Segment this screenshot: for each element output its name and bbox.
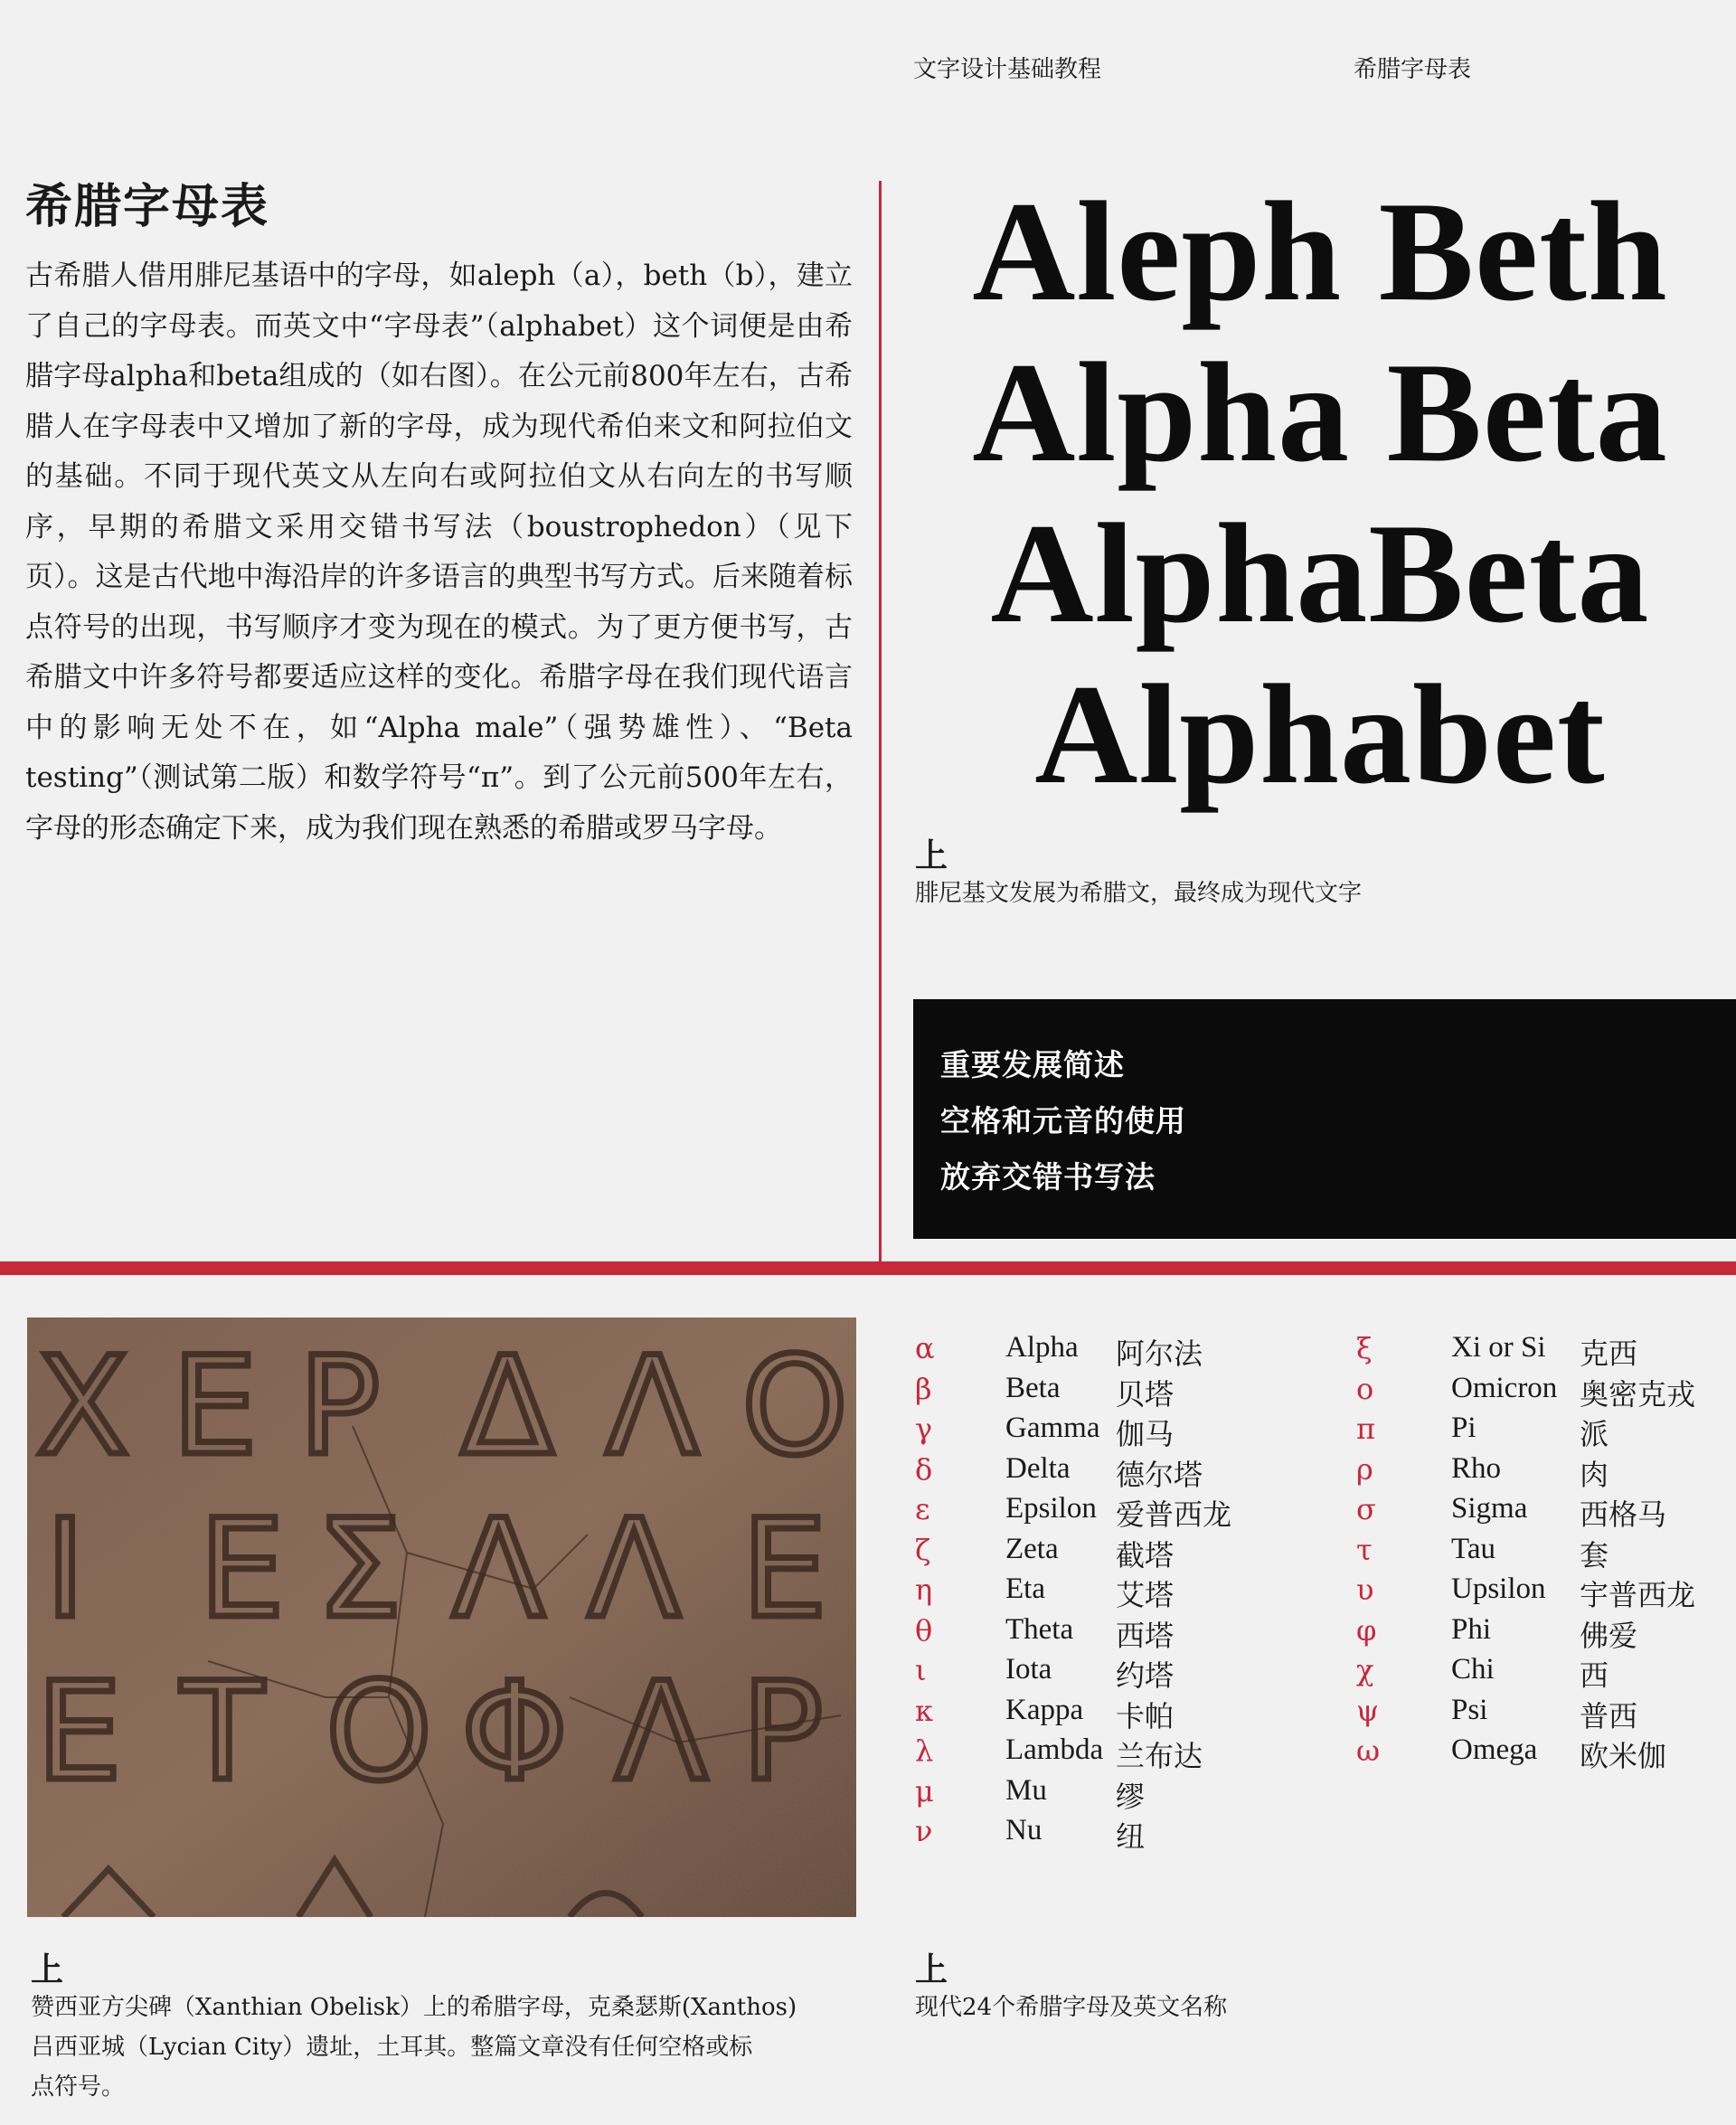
- greek-letter-english-name: Iota: [1005, 1653, 1052, 1686]
- greek-letter-chinese-name: 贝塔: [1116, 1376, 1175, 1412]
- greek-letter-english-name: Alpha: [1005, 1331, 1079, 1364]
- greek-letter-chinese-name: 西塔: [1116, 1618, 1175, 1653]
- greek-letter-row: [915, 1733, 1277, 1774]
- greek-letter-row: [1356, 1331, 1736, 1372]
- greek-letter-chinese-name: 伽马: [1116, 1417, 1175, 1451]
- photo-caption-line: 吕西亚城（Lycian City）遗址，土耳其。整篇文章没有任何空格或标: [31, 2034, 753, 2061]
- inscription-letter: Λ: [452, 1491, 545, 1648]
- highlight-item: 放弃交错书写法: [940, 1159, 1156, 1195]
- greek-letter-chinese-name: 肉: [1580, 1457, 1609, 1492]
- greek-letter-chinese-name: 欧米伽: [1580, 1739, 1667, 1773]
- greek-letter-row: [915, 1653, 1277, 1694]
- greek-letter-glyph: α: [915, 1331, 935, 1365]
- inscription-letter: Λ: [615, 1654, 708, 1811]
- greek-letter-english-name: Beta: [1005, 1371, 1061, 1404]
- inscription-letter: Χ: [36, 1328, 129, 1486]
- greek-letter-glyph: η: [915, 1572, 933, 1607]
- greek-letter-english-name: Omicron: [1451, 1371, 1558, 1404]
- greek-letter-english-name: Gamma: [1005, 1412, 1100, 1444]
- greek-letter-chinese-name: 截塔: [1116, 1537, 1175, 1572]
- greek-letter-glyph: μ: [915, 1773, 934, 1809]
- inscription-letter: Ο: [741, 1328, 849, 1486]
- big-word-alphabeta: AlphaBeta: [990, 495, 1650, 653]
- word-evolution-caption: 腓尼基文发展为希腊文，最终成为现代文字: [915, 880, 1363, 907]
- greek-letter-row: [1356, 1533, 1736, 1573]
- greek-letter-row: [1356, 1412, 1736, 1452]
- running-head-book-title: 文字设计基础教程: [913, 56, 1102, 83]
- big-word-aleph-beth: Aleph Beth: [972, 173, 1668, 331]
- photo-caption-line: 赞西亚方尖碑（Xanthian Obelisk）上的希腊字母，克桑瑟斯(Xanthos): [31, 1994, 797, 2021]
- greek-letter-row: [1356, 1653, 1736, 1694]
- caption-position-mark: 上: [915, 1950, 948, 1988]
- greek-letter-english-name: Phi: [1451, 1612, 1492, 1646]
- caption-position-mark: 上: [31, 1950, 64, 1988]
- greek-letter-chinese-name: 普西: [1580, 1698, 1638, 1733]
- greek-letter-glyph: ξ: [1356, 1331, 1373, 1365]
- greek-letter-row: [915, 1572, 1277, 1613]
- inscription-letter: Ρ: [741, 1654, 824, 1811]
- greek-letter-row: [1356, 1572, 1736, 1613]
- greek-letter-english-name: Mu: [1005, 1773, 1047, 1807]
- greek-letter-chinese-name: 缪: [1116, 1779, 1146, 1814]
- highlight-item: 空格和元音的使用: [940, 1103, 1186, 1138]
- greek-letter-glyph: β: [915, 1371, 932, 1406]
- greek-letter-english-name: Pi: [1451, 1412, 1477, 1444]
- greek-letter-row: [915, 1694, 1277, 1734]
- greek-letter-english-name: Nu: [1005, 1814, 1043, 1846]
- greek-letter-glyph: σ: [1356, 1492, 1376, 1526]
- inscription-letter: Λ: [606, 1328, 699, 1486]
- greek-letter-chinese-name: 西: [1580, 1658, 1609, 1693]
- greek-letter-glyph: λ: [915, 1733, 934, 1768]
- greek-letter-row: [915, 1492, 1277, 1533]
- greek-letter-row: [915, 1452, 1277, 1493]
- greek-letter-row: [915, 1613, 1277, 1654]
- inscription-letter: Ο: [326, 1654, 433, 1811]
- greek-letter-row: [915, 1533, 1277, 1573]
- inscription-letter: Ε: [36, 1654, 122, 1811]
- greek-letter-glyph: τ: [1356, 1532, 1373, 1567]
- greek-letter-glyph: θ: [915, 1612, 933, 1648]
- greek-letter-row: [1356, 1452, 1736, 1493]
- inscription-letter: Λ: [588, 1491, 681, 1648]
- greek-letter-glyph: γ: [915, 1412, 933, 1446]
- greek-letter-english-name: Upsilon: [1451, 1572, 1546, 1605]
- greek-letter-row: [1356, 1613, 1736, 1654]
- greek-letter-chinese-name: 阿尔法: [1116, 1336, 1203, 1371]
- greek-letter-glyph: ο: [1356, 1371, 1374, 1406]
- greek-letter-chinese-name: 奥密克戎: [1580, 1376, 1696, 1412]
- greek-letter-english-name: Tau: [1451, 1532, 1496, 1565]
- greek-letter-glyph: ω: [1356, 1733, 1381, 1768]
- greek-letter-glyph: ε: [915, 1492, 930, 1526]
- greek-letter-english-name: Kappa: [1005, 1693, 1084, 1726]
- greek-letter-glyph: ψ: [1356, 1693, 1380, 1728]
- greek-letter-chinese-name: 克西: [1580, 1336, 1638, 1371]
- greek-letter-english-name: Epsilon: [1005, 1492, 1097, 1525]
- section-heading: 希腊字母表: [25, 179, 270, 234]
- greek-letter-glyph: κ: [915, 1693, 933, 1728]
- greek-letter-english-name: Eta: [1005, 1572, 1045, 1605]
- greek-letter-chinese-name: 卡帕: [1116, 1698, 1175, 1733]
- greek-letter-row: [915, 1372, 1277, 1412]
- greek-letter-english-name: Psi: [1451, 1693, 1488, 1726]
- greek-letter-chinese-name: 佛爱: [1580, 1618, 1638, 1653]
- inscription-letter: Ι: [45, 1491, 86, 1648]
- greek-letter-english-name: Sigma: [1451, 1492, 1528, 1525]
- greek-letter-chinese-name: 西格马: [1580, 1497, 1667, 1532]
- greek-letter-english-name: Zeta: [1005, 1532, 1059, 1565]
- greek-letter-row: [1356, 1492, 1736, 1533]
- alphabet-caption: 现代24个希腊字母及英文名称: [915, 1994, 1228, 2021]
- greek-alphabet-column-right: [1356, 1331, 1736, 1774]
- greek-letter-chinese-name: 艾塔: [1116, 1578, 1175, 1612]
- greek-letter-row: [1356, 1733, 1736, 1774]
- greek-letter-row: [915, 1814, 1277, 1855]
- highlight-item: 重要发展简述: [940, 1047, 1125, 1082]
- running-head-chapter-title: 希腊字母表: [1354, 56, 1472, 83]
- greek-letter-glyph: φ: [1356, 1612, 1377, 1648]
- greek-letter-chinese-name: 套: [1580, 1537, 1609, 1572]
- greek-letter-row: [1356, 1372, 1736, 1412]
- photo-caption-line: 点符号。: [31, 2073, 126, 2101]
- greek-letter-glyph: ρ: [1356, 1451, 1373, 1487]
- stone-inscription-photo: [27, 1318, 856, 1917]
- greek-letter-chinese-name: 德尔塔: [1116, 1457, 1203, 1492]
- body-paragraph: 古希腊人借用腓尼基语中的字母，如aleph（a），beth（b），建立了自己的字母表。而英文中“字母表”（alphabet）这个词便是由希腊字母alpha和beta组成的（如右图）。在公元前800年左右，古希腊人在字母表中又增加了新的字母，成为现代希伯来文和阿拉伯文的基础。不同于现代英文从左向右或阿拉伯文从右向左的书写顺序，早期的希腊文采用交错书写法（boustrophedon）（见下页）。这是古代地中海沿岸的许多语言的典型书写方式。后来随着标点符号的出现，书写顺序才变为现在的模式。为了更方便书写，古希腊文中许多符号都要适应这样的变化。希腊字母在我们现代语言中的影响无处不在，如“Alpha male”（强势雄性）、“Beta testing”（测试第二版）和数学符号“π”。到了公元前500年左右，字母的形态确定下来，成为我们现在熟悉的希腊或罗马字母。: [25, 260, 853, 845]
- inscription-letter: Δ: [461, 1328, 554, 1486]
- vertical-red-divider: [879, 181, 882, 1264]
- greek-letter-glyph: π: [1356, 1412, 1376, 1446]
- greek-letter-glyph: ζ: [915, 1532, 931, 1567]
- alphabet-word-evolution: [913, 172, 1727, 816]
- greek-letter-english-name: Delta: [1005, 1451, 1071, 1485]
- greek-letter-row: [915, 1412, 1277, 1452]
- caption-position-mark: 上: [915, 836, 948, 874]
- greek-letter-glyph: ν: [915, 1814, 933, 1848]
- greek-letter-row: [915, 1331, 1277, 1372]
- inscription-letter: Ρ: [298, 1328, 381, 1486]
- greek-letter-english-name: Lambda: [1005, 1733, 1104, 1766]
- greek-letter-glyph: χ: [1356, 1653, 1374, 1687]
- key-developments-box: [913, 999, 1736, 1239]
- greek-letter-chinese-name: 纽: [1116, 1819, 1146, 1854]
- photo-caption: [31, 1988, 854, 2107]
- greek-letter-chinese-name: 宇普西龙: [1580, 1578, 1696, 1612]
- greek-letter-glyph: ι: [915, 1653, 927, 1687]
- greek-letter-chinese-name: 爱普西龙: [1116, 1497, 1232, 1532]
- inscription-letter: Ε: [741, 1491, 827, 1648]
- greek-letter-english-name: Theta: [1005, 1612, 1074, 1646]
- inscription-letter: Ε: [172, 1328, 258, 1486]
- greek-letter-english-name: Chi: [1451, 1653, 1495, 1686]
- inscription-letter: Φ: [461, 1654, 569, 1811]
- greek-letter-english-name: Xi or Si: [1451, 1331, 1546, 1364]
- big-word-alpha-beta: Alpha Beta: [972, 334, 1668, 492]
- inscription-letter: Τ: [181, 1654, 264, 1811]
- greek-letter-glyph: υ: [1356, 1572, 1374, 1607]
- inscription-letter: Σ: [316, 1491, 402, 1648]
- greek-letter-row: [1356, 1694, 1736, 1734]
- greek-letter-chinese-name: 派: [1580, 1417, 1609, 1451]
- inscription-letter: Ε: [199, 1491, 285, 1648]
- horizontal-red-divider: [0, 1261, 1736, 1275]
- greek-letter-english-name: Rho: [1451, 1451, 1502, 1485]
- greek-letter-glyph: δ: [915, 1451, 933, 1487]
- greek-letter-row: [915, 1774, 1277, 1815]
- greek-alphabet-column-left: [915, 1331, 1277, 1855]
- greek-letter-english-name: Omega: [1451, 1733, 1538, 1766]
- greek-letter-chinese-name: 兰布达: [1116, 1739, 1203, 1773]
- big-word-alphabet: Alphabet: [1034, 656, 1606, 814]
- greek-letter-chinese-name: 约塔: [1116, 1658, 1175, 1693]
